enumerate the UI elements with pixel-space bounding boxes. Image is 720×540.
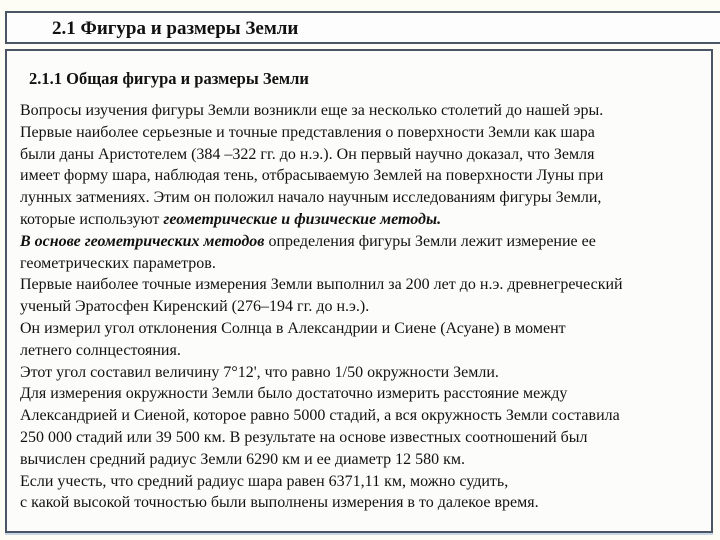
text-line xyxy=(20,231,623,253)
page-title: 2.1 Фигура и размеры Земли xyxy=(52,18,299,39)
text-segment: геометрических параметров. xyxy=(20,254,216,272)
text-line xyxy=(20,427,623,449)
body-text xyxy=(20,100,623,514)
text-line xyxy=(20,187,623,209)
text-line xyxy=(20,100,623,122)
text-segment: летнего солнцестояния. xyxy=(20,341,181,359)
text-segment: Первые наиболее точные измерения Земли выполнил за 200 лет до н.э. древнегреческий xyxy=(20,276,623,294)
text-segment: Для измерения окружности Земли было достаточно измерить расстояние между xyxy=(20,385,568,403)
text-line xyxy=(20,122,623,144)
text-segment: были даны Аристотелем (384 –322 гг. до н.э.). Он первый научно доказал, что Земля xyxy=(20,145,595,163)
text-segment: Этот угол составил величину 7°12', что равно 1/50 окружности Земли. xyxy=(20,363,499,381)
text-segment: имеет форму шара, наблюдая тень, отбрасываемую Землей на поверхности Луны при xyxy=(20,167,604,185)
text-line xyxy=(20,405,623,427)
text-segment: Первые наиболее серьезные и точные представления о поверхности Земли как шара xyxy=(20,123,595,141)
text-segment: 250 000 стадий или 39 500 км. В результате на основе известных соотношений был xyxy=(20,428,588,446)
text-line xyxy=(20,471,623,493)
text-line xyxy=(20,362,623,384)
text-segment: ученый Эратосфен Киренский (276–194 гг. до н.э.). xyxy=(20,298,370,316)
text-segment: вычислен средний радиус Земли 6290 км и ее диаметр 12 580 км. xyxy=(20,450,465,468)
text-segment: Вопросы изучения фигуры Земли возникли еще за несколько столетий до нашей эры. xyxy=(20,102,604,119)
text-segment: Александрией и Сиеной, которое равно 5000 стадий, а вся окружность Земли составила xyxy=(20,407,620,425)
text-line xyxy=(20,165,623,187)
text-line xyxy=(20,492,623,514)
text-line xyxy=(20,383,623,405)
title-box xyxy=(5,11,720,44)
text-line xyxy=(20,449,623,471)
text-segment: лунных затмениях. Этим он положил начало научным исследованиям фигуры Земли, xyxy=(20,189,602,207)
text-line xyxy=(20,296,623,318)
text-line xyxy=(20,144,623,166)
text-line xyxy=(20,340,623,362)
text-segment: с какой высокой точностью были выполнены измерения в то далекое время. xyxy=(20,494,539,512)
text-line xyxy=(20,318,623,340)
text-segment: определения фигуры Земли лежит измерение ее xyxy=(264,232,596,250)
emphasized-text: геометрические и физические методы. xyxy=(163,210,442,228)
section-subtitle: 2.1.1 Общая фигура и размеры Земли xyxy=(29,69,309,88)
text-line xyxy=(20,253,623,275)
text-line xyxy=(20,209,623,231)
content-box xyxy=(5,49,713,533)
text-line xyxy=(20,274,623,296)
text-segment: которые используют xyxy=(20,210,164,228)
text-segment: Он измерил угол отклонения Солнца в Александрии и Сиене (Асуане) в момент xyxy=(20,319,566,337)
text-segment: Если учесть, что средний радиус шара равен 6371,11 км, можно судить, xyxy=(20,472,509,490)
emphasized-text: В основе геометрических методов xyxy=(20,232,265,250)
